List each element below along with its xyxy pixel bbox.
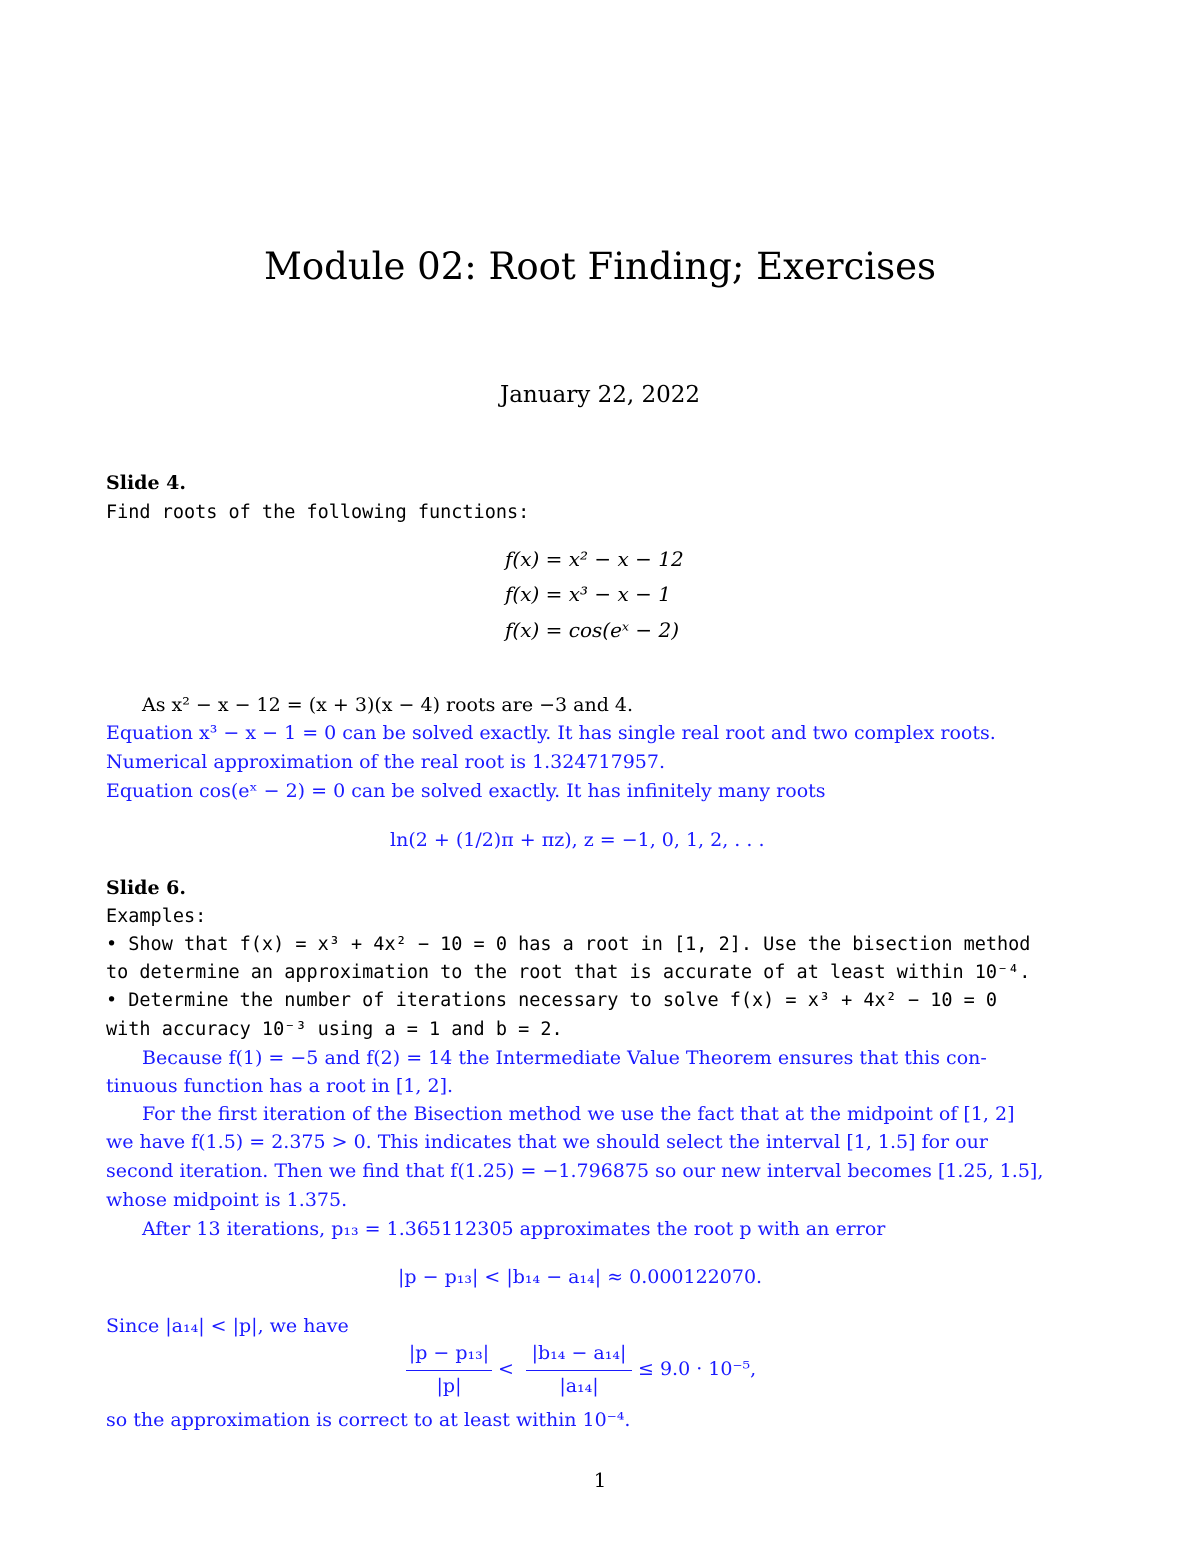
roots-formula: ln(2 + (1/2)π + πz), z = −1, 0, 1, 2, . . . <box>390 829 765 851</box>
answer-cubic: Equation x³ − x − 1 = 0 can be solved exactly. It has single real root and two complex roots. <box>106 722 996 744</box>
slide6-heading: Slide 6. <box>106 877 186 899</box>
answer-approximation: Numerical approximation of the real root is 1.324717957. <box>106 751 666 773</box>
document-date: January 22, 2022 <box>500 382 700 408</box>
fraction-1-bar <box>406 1370 492 1371</box>
function-2: f(x) = x³ − x − 1 <box>505 582 672 606</box>
bullet2-line1: • Determine the number of iterations necessary to solve f(x) = x³ + 4x² − 10 = 0 <box>106 990 998 1011</box>
function-1: f(x) = x² − x − 12 <box>505 547 684 571</box>
document-title: Module 02: Root Finding; Exercises <box>264 245 936 288</box>
answer-cosine: Equation cos(eˣ − 2) = 0 can be solved exactly. It has infinitely many roots <box>106 780 826 802</box>
fraction-2-denominator: |a₁₄| <box>559 1375 599 1397</box>
iterations-paragraph: After 13 iterations, p₁₃ = 1.365112305 approximates the root p with an error <box>142 1218 886 1240</box>
bisection-paragraph-line3: second iteration. Then we find that f(1.25) = −1.796875 so our new interval becomes [1.25, 1.5], <box>106 1160 1044 1182</box>
page-number: 1 <box>593 1468 607 1492</box>
slide4-heading: Slide 4. <box>106 472 186 494</box>
bullet1-line1: • Show that f(x) = x³ + 4x² − 10 = 0 has a root in [1, 2]. Use the bisection method <box>106 934 1031 955</box>
bisection-paragraph-line2: we have f(1.5) = 2.375 > 0. This indicates that we should select the interval [1, 1.5] for our <box>106 1131 988 1153</box>
examples-label: Examples: <box>106 906 207 927</box>
fraction-1-denominator: |p| <box>436 1375 462 1397</box>
bisection-paragraph-line1: For the first iteration of the Bisection method we use the fact that at the midpoint of [1, 2] <box>142 1103 1015 1125</box>
error-formula: |p − p₁₃| < |b₁₄ − a₁₄| ≈ 0.000122070. <box>398 1266 763 1288</box>
bullet1-line2: to determine an approximation to the root that is accurate of at least within 10⁻⁴. <box>106 962 1031 983</box>
conclusion-line: so the approximation is correct to at least within 10⁻⁴. <box>106 1409 631 1431</box>
bisection-paragraph-line4: whose midpoint is 1.375. <box>106 1189 348 1211</box>
function-3: f(x) = cos(eˣ − 2) <box>505 618 680 642</box>
error-bound: ≤ 9.0 · 10⁻⁵, <box>638 1358 757 1380</box>
answer-factorization: As x² − x − 12 = (x + 3)(x − 4) roots are −3 and 4. <box>142 694 634 716</box>
fraction-1-numerator: |p − p₁₃| <box>408 1342 490 1364</box>
slide4-prompt: Find roots of the following functions: <box>106 502 530 523</box>
ivt-paragraph-line2: tinuous function has a root in [1, 2]. <box>106 1075 454 1097</box>
less-than-sign: < <box>498 1358 514 1380</box>
fraction-2-bar <box>526 1370 632 1371</box>
ivt-paragraph-line1: Because f(1) = −5 and f(2) = 14 the Intermediate Value Theorem ensures that this con- <box>142 1047 987 1069</box>
fraction-2-numerator: |b₁₄ − a₁₄| <box>531 1342 627 1364</box>
since-line: Since |a₁₄| < |p|, we have <box>106 1315 349 1337</box>
bullet2-line2: with accuracy 10⁻³ using a = 1 and b = 2. <box>106 1019 563 1040</box>
